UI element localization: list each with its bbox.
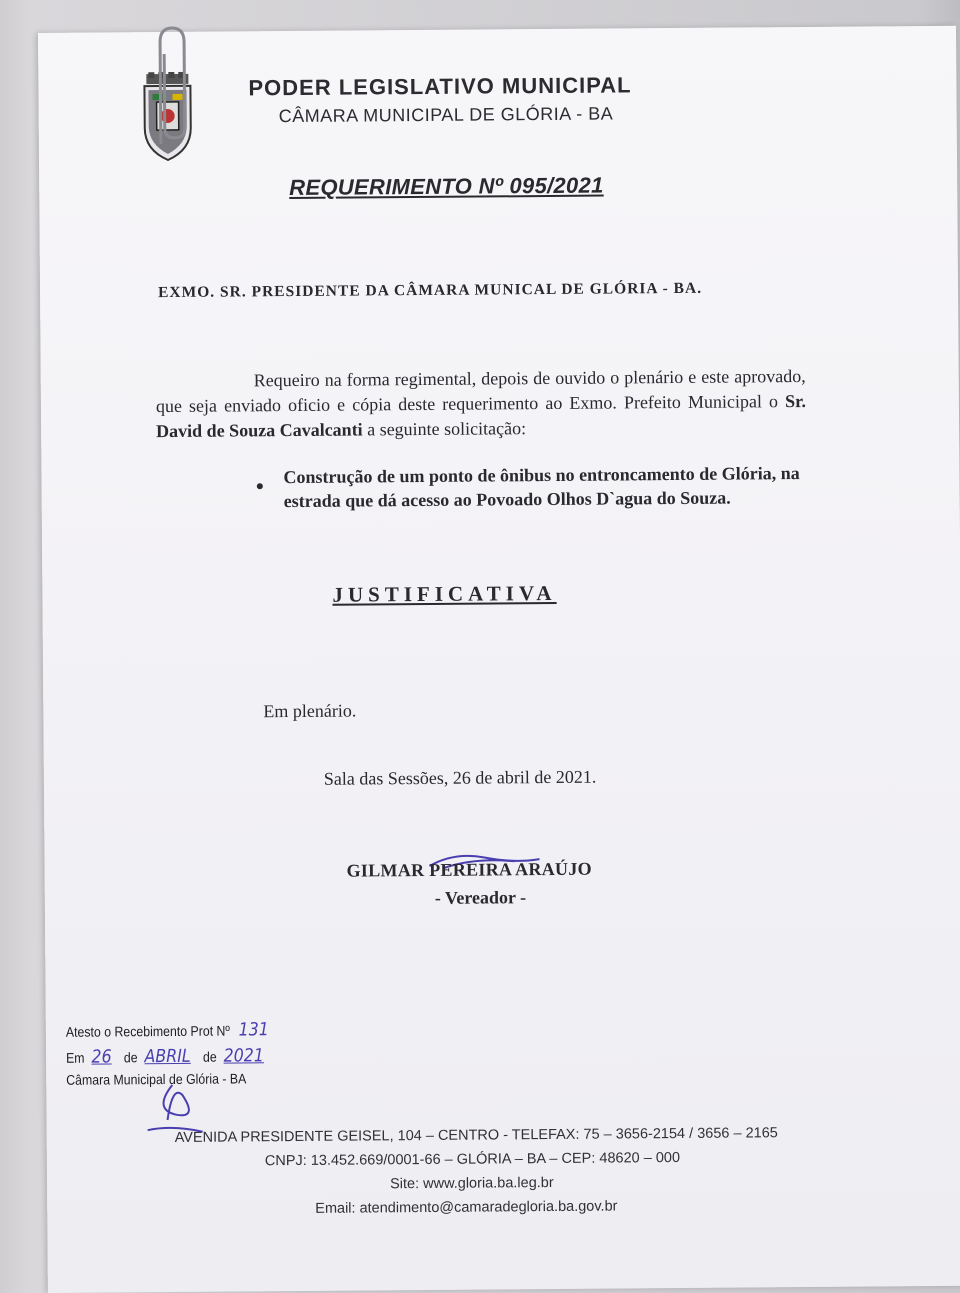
receipt-em-label: Em xyxy=(65,1049,85,1066)
receipt-prot-number: 131 xyxy=(238,1019,269,1041)
signer-role: - Vereador - xyxy=(434,887,527,908)
footer-address: AVENIDA PRESIDENTE GEISEL, 104 – CENTRO - TELEFAX: 75 – 3656-2154 / 3656 – 2165 xyxy=(174,1125,778,1146)
receipt-stamp-line-1 xyxy=(66,1019,269,1042)
receipt-year: 2021 xyxy=(223,1045,264,1067)
salutation: EXMO. SR. PRESIDENTE DA CÂMARA MUNICAL DE GLÓRIA - BA. xyxy=(157,279,703,302)
header-subtitle: CÂMARA MUNICIPAL DE GLÓRIA - BA xyxy=(278,103,614,127)
footer-cnpj: CNPJ: 13.452.669/0001-66 – GLÓRIA – BA – CEP: 48620 – 000 xyxy=(264,1149,681,1170)
receipt-month: ABRIL xyxy=(144,1045,191,1068)
receipt-label: Atesto o Recebimento Prot Nº xyxy=(65,1022,230,1040)
paragraph-text-2: a seguinte solicitação: xyxy=(367,418,527,440)
receipt-stamp-line-3: Câmara Municipal de Glória - BA xyxy=(66,1070,247,1088)
document-title: REQUERIMENTO Nº 095/2021 xyxy=(289,172,604,201)
receipt-de-label: de xyxy=(123,1049,138,1066)
footer-site: Site: www.gloria.ba.leg.br xyxy=(389,1174,554,1193)
bullet-marker: ● xyxy=(255,479,265,495)
request-paragraph xyxy=(156,364,807,444)
signer-name: GILMAR PEREIRA ARAÚJO xyxy=(346,858,592,881)
place-date: Sala das Sessões, 26 de abril de 2021. xyxy=(323,766,597,789)
header-title: PODER LEGISLATIVO MUNICIPAL xyxy=(248,72,632,101)
paragraph-name: Sr. David de Souza Cavalcanti xyxy=(156,390,807,442)
receipt-de-label-2: de xyxy=(202,1048,217,1065)
request-item: Construção de um ponto de ônibus no entroncamento de Glória, na estrada que dá acesso ao Povoado Olhos D`agua do Souza. xyxy=(283,463,800,512)
receipt-stamp-line-2 xyxy=(66,1045,264,1068)
justification-text: Em plenário. xyxy=(263,700,357,722)
receipt-day: 26 xyxy=(91,1046,112,1068)
paragraph-text-1: Requeiro na forma regimental, depois de ouvido o plenário e este aprovado, que seja enviado oficio e cópia deste requerimento ao Exmo. Prefeito Municipal o xyxy=(155,365,806,417)
footer-email: Email: atendimento@camaradegloria.ba.gov.br xyxy=(315,1198,618,1217)
justification-title: JUSTIFICATIVA xyxy=(332,580,557,607)
document-page xyxy=(38,26,960,1293)
paper-clip-icon xyxy=(150,24,191,152)
